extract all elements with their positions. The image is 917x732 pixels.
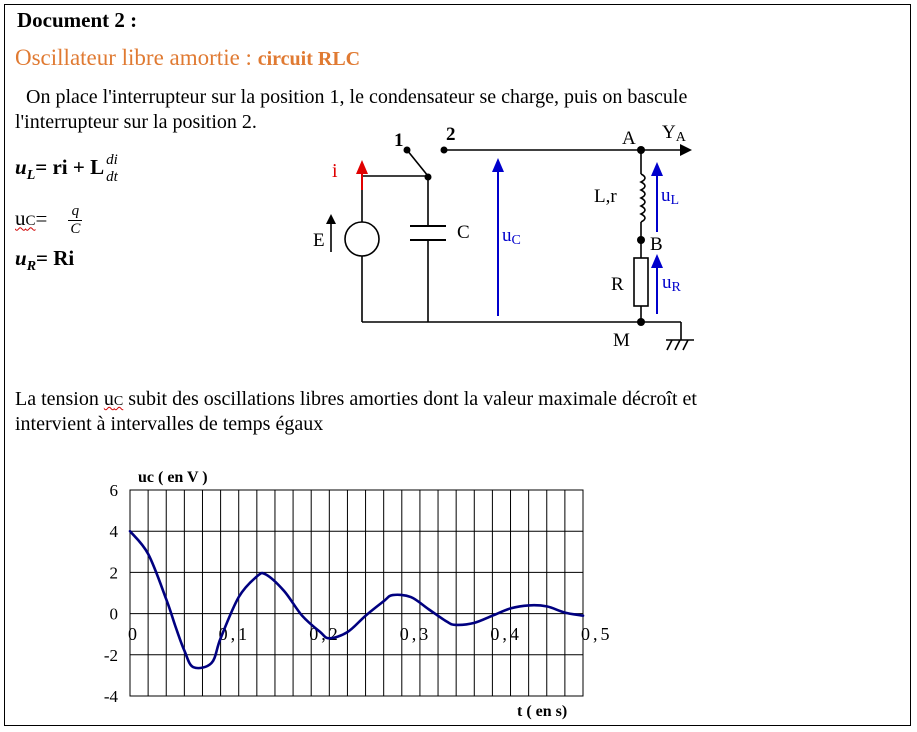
label-uC bbox=[502, 225, 521, 248]
paragraph-uc bbox=[104, 388, 123, 410]
emf-arrow-head bbox=[326, 214, 336, 224]
equation-uL bbox=[15, 152, 120, 186]
document-title: Document 2 : bbox=[17, 8, 138, 32]
eq-uL-num: di bbox=[106, 152, 118, 168]
eq-uC-fraction bbox=[68, 203, 82, 238]
equation-uC bbox=[15, 203, 82, 238]
paragraph-line-1 bbox=[15, 388, 697, 411]
ground-hatch-1 bbox=[667, 340, 672, 350]
eq-uL-lhs: u bbox=[15, 154, 27, 179]
chart-x-tick-label: 0,5 bbox=[581, 624, 613, 645]
node-M-dot bbox=[637, 318, 645, 326]
label-position-2: 2 bbox=[446, 124, 456, 145]
rlc-circuit-diagram bbox=[300, 118, 720, 358]
chart-x-tick-label: 0 bbox=[128, 624, 140, 645]
subtitle-main: Oscillateur libre amortie : bbox=[15, 45, 258, 70]
paragraph-part-b: subit des oscillations libres amorties dont la valeur maximale décroît et bbox=[123, 388, 697, 410]
eq-uL-sub: L bbox=[26, 168, 36, 183]
paragraph-line-2: intervient à intervalles de temps égaux bbox=[15, 413, 324, 435]
eq-uC-rhs: = bbox=[35, 206, 53, 231]
label-uR-u: u bbox=[662, 272, 672, 293]
inductor-coil bbox=[641, 174, 645, 222]
chart-y-tick-label: 6 bbox=[109, 481, 118, 500]
chart-y-tick-label: -2 bbox=[103, 645, 118, 665]
eq-uL-rhs: = ri + L bbox=[35, 154, 105, 179]
label-inductor: L,r bbox=[594, 186, 617, 207]
uc-time-chart bbox=[80, 460, 620, 725]
label-capacitor: C bbox=[457, 222, 470, 243]
label-node-B: B bbox=[650, 234, 663, 255]
intro-line-2: l'interrupteur sur la position 2. bbox=[15, 111, 257, 133]
chart-y-tick-label: 4 bbox=[109, 522, 118, 542]
chart-y-tick-label: -4 bbox=[103, 687, 118, 706]
uL-arrow-head bbox=[651, 162, 663, 176]
chart-y-tick-label: 2 bbox=[109, 563, 118, 583]
label-position-1: 1 bbox=[394, 130, 404, 151]
paragraph-part-a: La tension bbox=[15, 388, 104, 410]
switch-contact-2 bbox=[441, 147, 448, 154]
YA-arrow-head bbox=[680, 144, 692, 156]
label-YA-Y: Y bbox=[662, 122, 676, 143]
ground-hatch-2 bbox=[675, 340, 680, 350]
label-emf: E bbox=[313, 230, 325, 251]
chart-plot-frame bbox=[130, 490, 583, 696]
equation-uR bbox=[15, 246, 74, 275]
chart-x-tick-label: 0,2 bbox=[309, 624, 341, 645]
eq-uR-rhs: = Ri bbox=[36, 246, 75, 270]
subtitle-bold: circuit RLC bbox=[257, 48, 361, 70]
resistor-box bbox=[634, 258, 648, 306]
chart-x-tick-labels bbox=[128, 624, 613, 644]
label-YA-sub: A bbox=[675, 130, 686, 145]
chart-y-tick-label: 0 bbox=[109, 604, 118, 624]
node-A-dot bbox=[637, 146, 645, 154]
paragraph-uc-sub: C bbox=[113, 394, 124, 409]
uc-series-line bbox=[130, 531, 583, 668]
label-uL-sub: L bbox=[670, 193, 680, 208]
chart-x-tick-label: 0,4 bbox=[490, 624, 522, 645]
eq-uC-lhs: u bbox=[15, 206, 26, 231]
chart-x-tick-label: 0,3 bbox=[399, 624, 432, 645]
switch-pivot bbox=[425, 174, 432, 181]
label-resistor: R bbox=[611, 274, 624, 295]
uC-arrow-head bbox=[492, 158, 504, 172]
uR-arrow-head bbox=[651, 254, 663, 268]
label-uR bbox=[662, 272, 682, 295]
eq-uC-sub: C bbox=[25, 213, 36, 230]
chart-x-axis-label: t ( en s) bbox=[517, 703, 568, 720]
label-uR-sub: R bbox=[671, 280, 681, 295]
eq-uC-den: C bbox=[70, 221, 81, 237]
label-node-M: M bbox=[613, 330, 630, 351]
label-current: i bbox=[332, 160, 338, 182]
label-uC-u: u bbox=[502, 225, 512, 246]
intro-line-1: On place l'interrupteur sur la position 1, le condensateur se charge, puis on bascule bbox=[26, 86, 688, 108]
generator-symbol bbox=[345, 222, 379, 256]
eq-uC-num: q bbox=[68, 203, 82, 221]
eq-uR-sub: R bbox=[26, 259, 37, 275]
eq-uR-lhs: u bbox=[15, 246, 27, 270]
switch-blade bbox=[407, 150, 428, 176]
paragraph-uc-u: u bbox=[103, 388, 114, 410]
document-subtitle bbox=[15, 45, 360, 71]
label-uL-u: u bbox=[661, 185, 671, 206]
eq-uC-lhs-group bbox=[15, 206, 36, 230]
label-uL bbox=[661, 185, 679, 208]
label-uC-sub: C bbox=[511, 233, 521, 248]
current-arrow-head bbox=[356, 160, 368, 174]
switch-contact-1 bbox=[404, 147, 411, 154]
eq-uL-fraction bbox=[104, 152, 120, 186]
node-B-dot bbox=[637, 236, 645, 244]
ground-hatch-3 bbox=[683, 340, 688, 350]
eq-uL-den: dt bbox=[106, 169, 118, 185]
chart-y-axis-label: uc ( en V ) bbox=[138, 469, 208, 486]
label-YA bbox=[662, 122, 687, 145]
label-node-A: A bbox=[622, 128, 636, 149]
chart-y-tick-labels bbox=[104, 481, 119, 706]
chart-x-tick-label: 0,1 bbox=[218, 624, 251, 645]
